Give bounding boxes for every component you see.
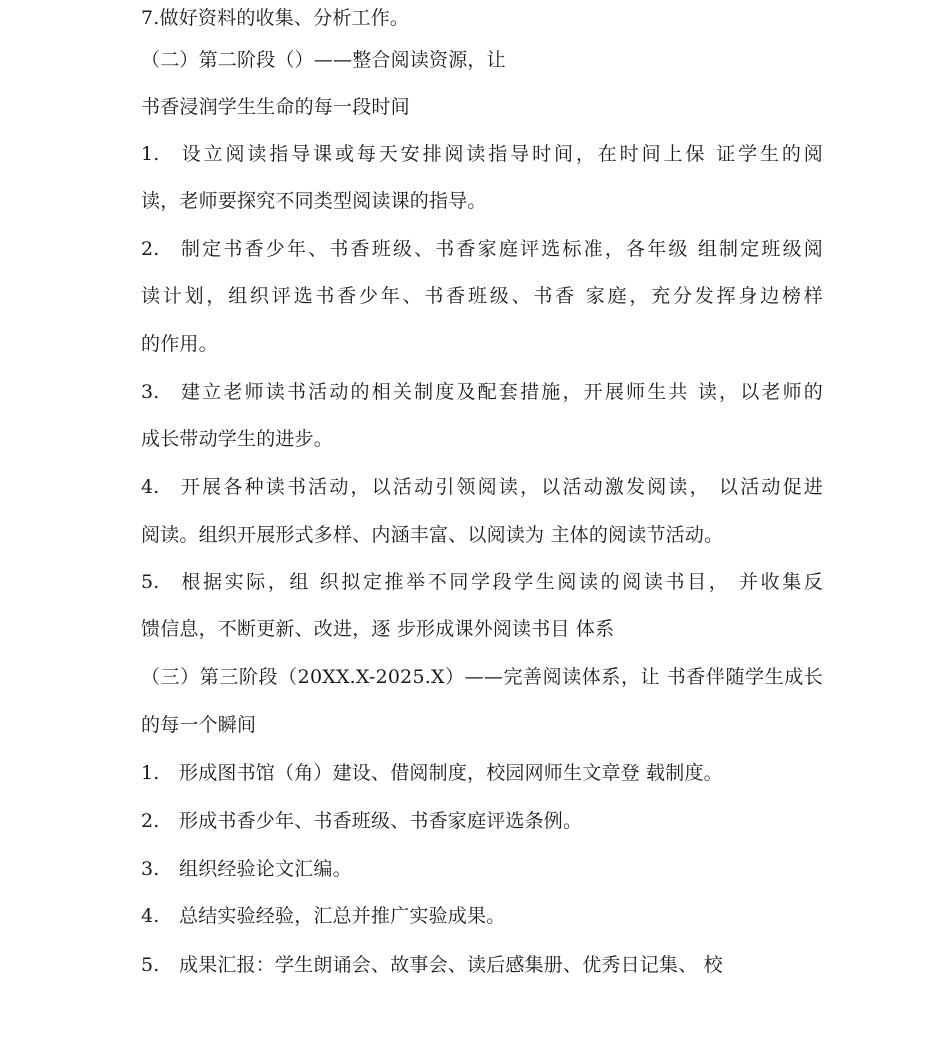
text-line: 阅读。组织开展形式多样、内涵丰富、以阅读为 主体的阅读节活动。 xyxy=(141,524,724,546)
text-line: 根据实际，组 织拟定推举不同学段学生阅读的阅读书目， 并收集反 xyxy=(179,571,823,593)
text-line: 读计划，组织评选书香少年、书香班级、书香 家庭，充分发挥身边榜样 xyxy=(141,285,823,307)
list-item-1 xyxy=(141,142,823,166)
list-item-2b xyxy=(141,809,841,833)
list-item-5-cont xyxy=(141,617,841,641)
list-item-5b xyxy=(141,953,841,977)
list-item-3b xyxy=(141,857,841,881)
text-line: 的每一个瞬间 xyxy=(141,714,257,736)
item-number: 5. xyxy=(141,954,160,976)
item-number: 4. xyxy=(141,476,160,498)
item-number: 3. xyxy=(141,381,160,403)
text-line: 设立阅读指导课或每天安排阅读指导时间，在时间上保 证学生的阅 xyxy=(179,143,823,165)
item-number: 3. xyxy=(141,858,160,880)
item-number: 4. xyxy=(141,905,160,927)
text-line: 建立老师读书活动的相关制度及配套措施，开展师生共 读，以老师的 xyxy=(179,381,823,403)
list-item-4 xyxy=(141,475,823,499)
list-item-2 xyxy=(141,237,823,261)
item-number: 1. xyxy=(141,762,160,784)
text-line: 7.做好资料的收集、分析工作。 xyxy=(141,7,410,29)
list-item-5 xyxy=(141,570,823,594)
text-line: （二）第二阶段（）——整合阅读资源，让 xyxy=(141,49,506,71)
text-line: 书香浸润学生生命的每一段时间 xyxy=(141,96,410,118)
item-number: 5. xyxy=(141,571,160,593)
item-number: 2. xyxy=(141,238,160,260)
text-line: 形成书香少年、书香班级、书香家庭评选条例。 xyxy=(179,810,583,832)
section-heading-stage-2-cont xyxy=(141,95,841,119)
text-line: 成长带动学生的进步。 xyxy=(141,428,334,450)
text-line: 开展各种读书活动，以活动引领阅读，以活动激发阅读， 以活动促进 xyxy=(179,476,823,498)
text-line: 读，老师要探究不同类型阅读课的指导。 xyxy=(141,190,487,212)
section-heading-stage-2 xyxy=(141,48,841,72)
list-item-4-cont xyxy=(141,523,841,547)
text-line: 形成图书馆（角）建设、借阅制度，校园网师生文章登 载制度。 xyxy=(179,762,723,784)
list-item-3-cont xyxy=(141,427,841,451)
list-item-2-cont-2 xyxy=(141,332,841,356)
list-item-4b xyxy=(141,904,841,928)
item-number: 2. xyxy=(141,810,160,832)
list-item-1-cont xyxy=(141,189,841,213)
text-line: 总结实验经验，汇总并推广实验成果。 xyxy=(179,905,506,927)
text-line: 组织经验论文汇编。 xyxy=(179,858,352,880)
section-heading-stage-3 xyxy=(141,665,823,689)
text-line: 馈信息，不断更新、改进，逐 步形成课外阅读书目 体系 xyxy=(141,618,615,640)
item-number: 1. xyxy=(141,143,160,165)
text-line: （三）第三阶段（20XX.X-2025.X）——完善阅读体系，让 书香伴随学生成长 xyxy=(141,666,823,688)
text-line: 成果汇报：学生朗诵会、故事会、读后感集册、优秀日记集、 校 xyxy=(179,954,723,976)
section-heading-stage-3-cont xyxy=(141,713,841,737)
list-item-2-cont xyxy=(141,284,823,308)
list-item-1b xyxy=(141,761,841,785)
list-item-3 xyxy=(141,380,823,404)
text-line: 制定书香少年、书香班级、书香家庭评选标准，各年级 组制定班级阅 xyxy=(179,238,823,260)
text-line: 的作用。 xyxy=(141,333,218,355)
list-item-7 xyxy=(141,6,841,30)
